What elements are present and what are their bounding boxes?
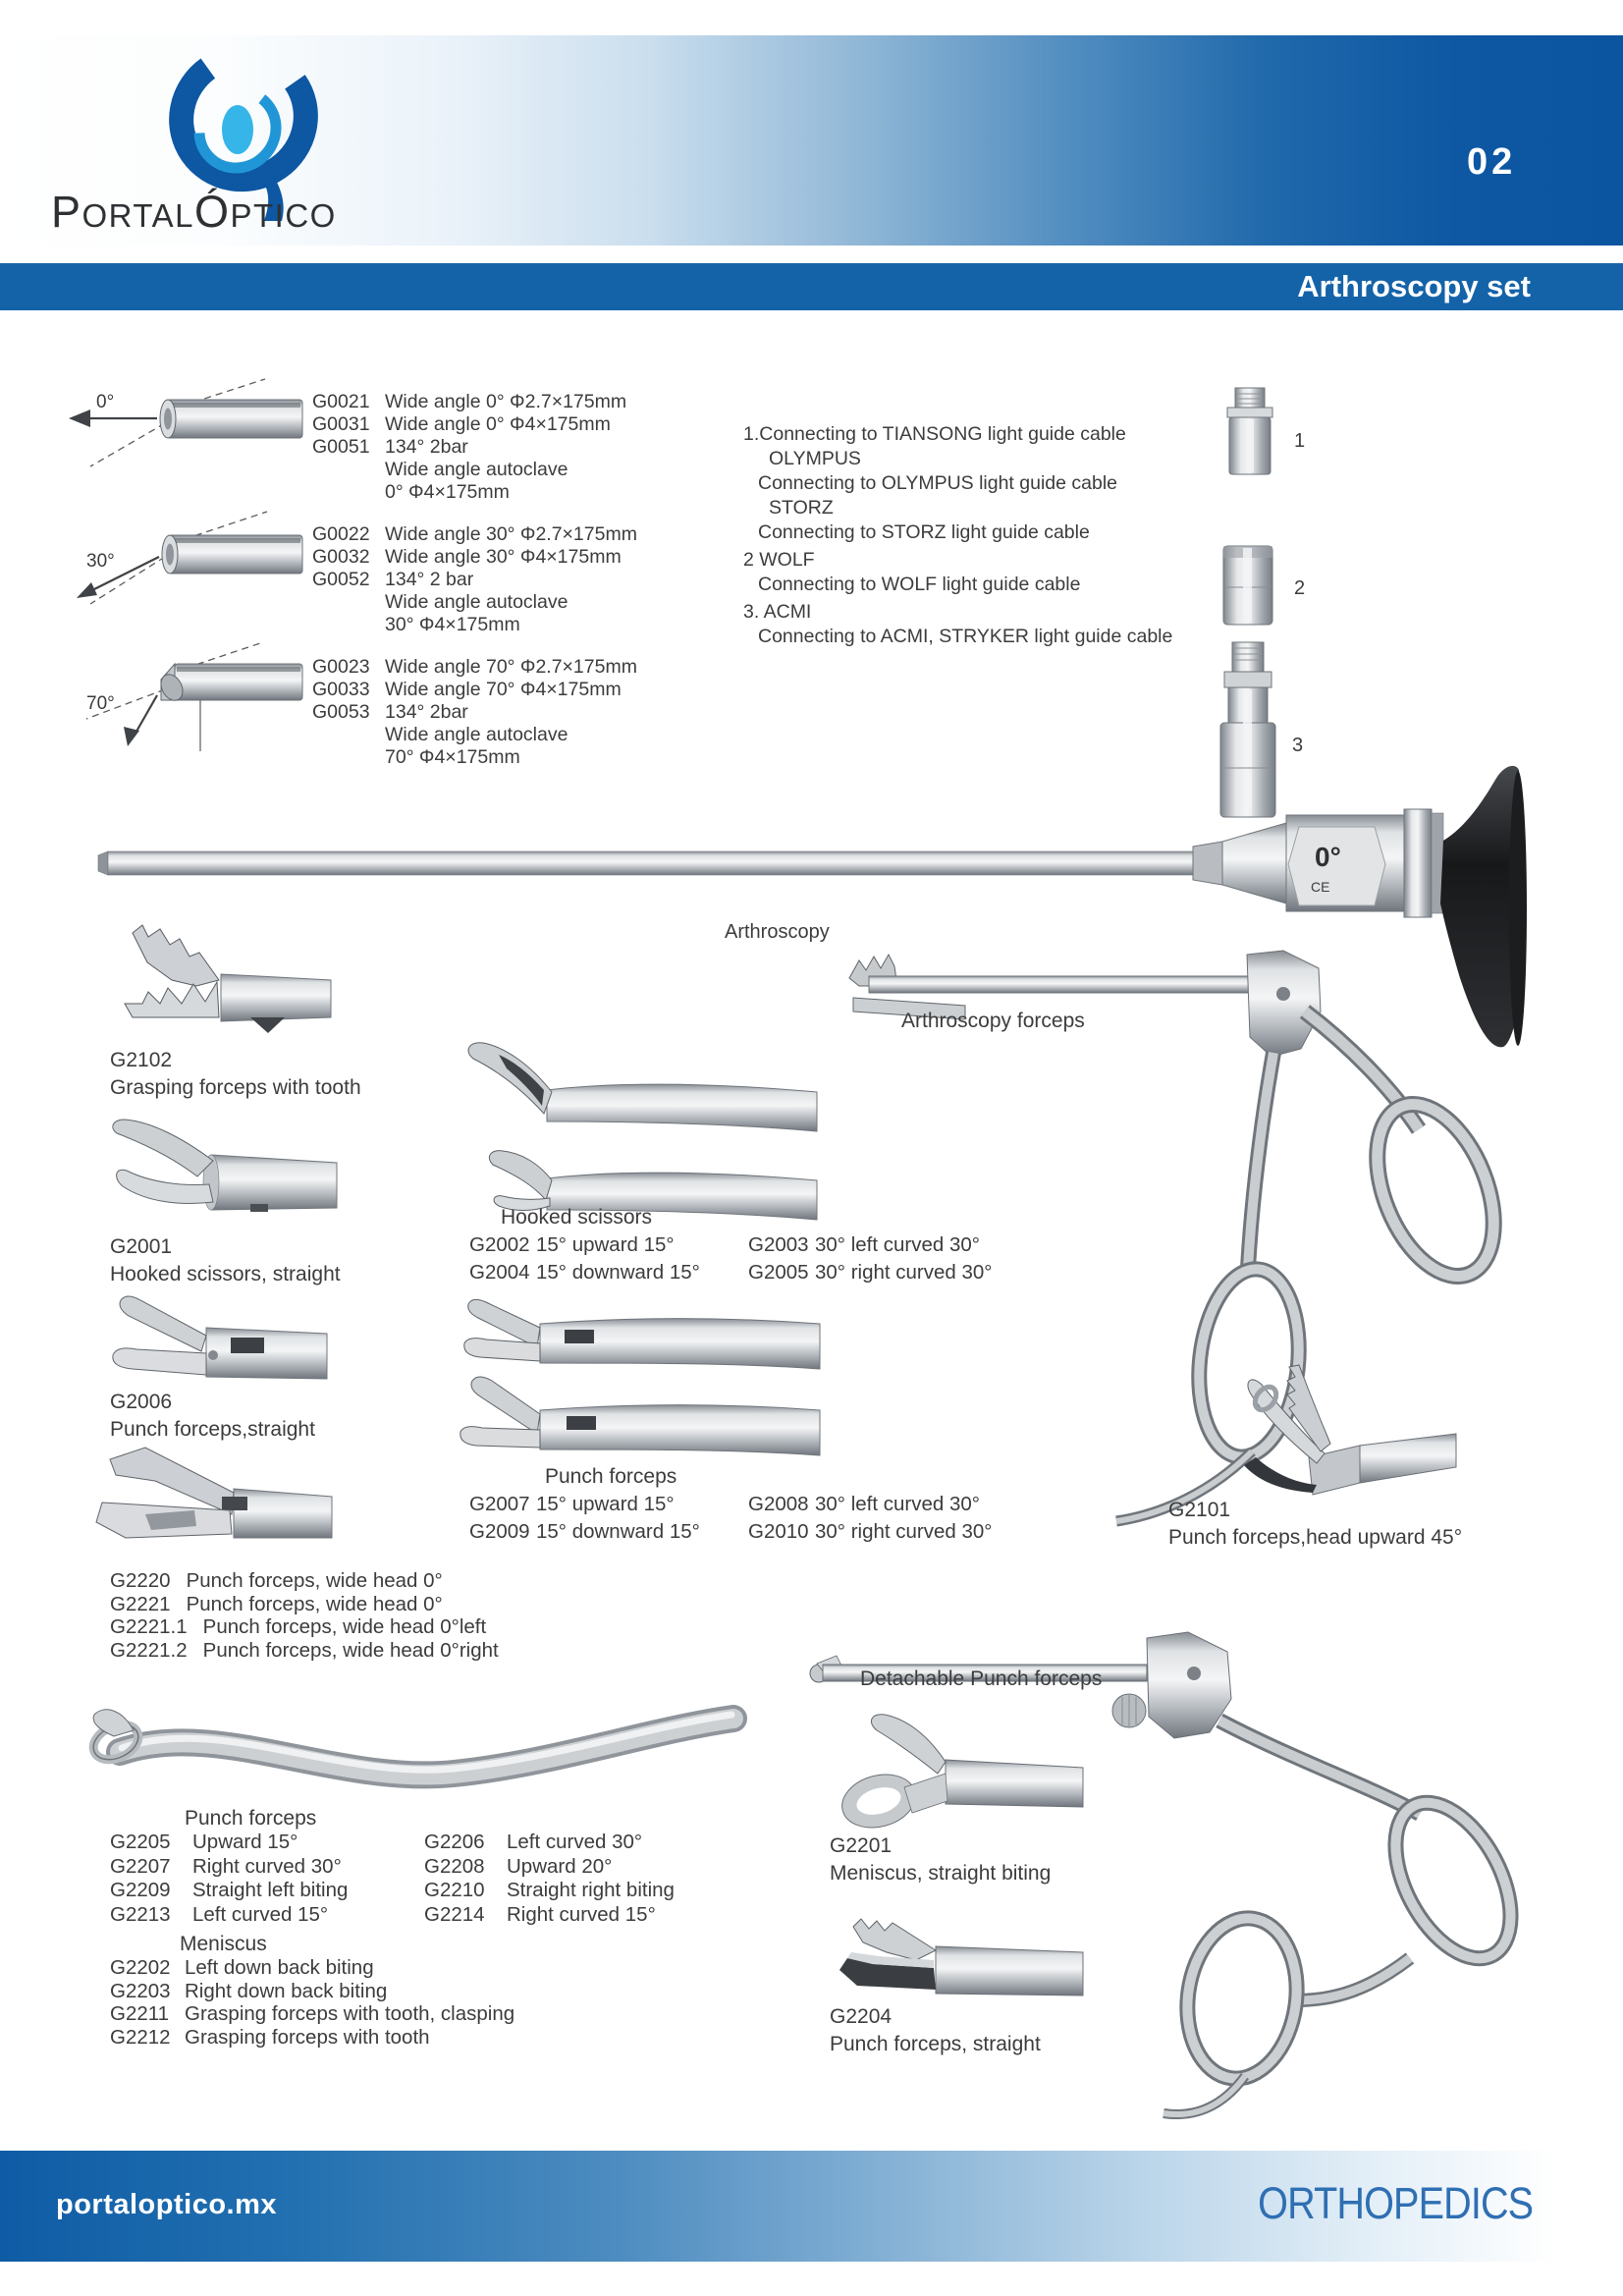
product-line: G2221 Punch forceps, wide head 0° (110, 1592, 443, 1615)
angle-label: 30° (86, 551, 115, 572)
g2006-image (103, 1288, 329, 1387)
product-line: G2213 Left curved 15° (110, 1902, 329, 1926)
g2102-caption (110, 1047, 361, 1102)
punch-tip-up-image (447, 1292, 820, 1371)
light-guide-line: Connecting to WOLF light guide cable (758, 574, 1081, 595)
punch-forceps-low-col1 (110, 1831, 348, 1927)
g2102-code: G2102 (110, 1049, 173, 1071)
g2001-code: G2001 (110, 1235, 173, 1258)
g2101-name: Punch forceps,head upward 45° (1168, 1526, 1463, 1549)
g2001-name: Hooked scissors, straight (110, 1263, 341, 1285)
product-line: G2205 Upward 15° (110, 1831, 298, 1853)
g2006-name: Punch forceps,straight (110, 1418, 315, 1441)
product-line: 0° Φ4×175mm (385, 481, 510, 503)
wide-head-punch-image (86, 1444, 337, 1569)
angle-label: 70° (86, 693, 115, 714)
product-line: G0022 Wide angle 30° Φ2.7×175mm (312, 523, 637, 545)
telescope-0-icon (61, 376, 306, 469)
g2006-caption (110, 1389, 315, 1444)
product-line: G2008 30° left curved 30° (748, 1493, 980, 1515)
punch-forceps-low-col2 (424, 1831, 675, 1927)
g2102-image (103, 925, 334, 1045)
product-line: Wide angle autoclave (385, 724, 568, 745)
g2201-name: Meniscus, straight biting (830, 1862, 1052, 1885)
light-guide-adapter-1 (1216, 385, 1284, 478)
product-line: G2202 Left down back biting (110, 1956, 374, 1979)
g2204-name: Punch forceps, straight (830, 2033, 1041, 2055)
punch-forceps-mid-col1 (469, 1491, 700, 1546)
brand-logo-text (51, 187, 337, 238)
light-guide-line: Connecting to ACMI, STRYKER light guide cable (758, 626, 1173, 647)
product-line: G0033 Wide angle 70° Φ4×175mm (312, 679, 622, 700)
detachable-punch-forceps-image (803, 1622, 1559, 2158)
footer-website: portaloptico.mx (56, 2189, 278, 2220)
product-line: G2004 15° downward 15° (469, 1261, 700, 1284)
product-line: G2209 Straight left biting (110, 1879, 349, 1901)
footer-category: ORTHOPEDICS (1257, 2178, 1533, 2228)
punch-forceps-mid-title: Punch forceps (545, 1465, 677, 1488)
wide-head-list (110, 1569, 499, 1662)
brand-part: ORTAL (81, 197, 194, 234)
light-guide-line: STORZ (769, 497, 834, 519)
light-guide-line: OLYMPUS (769, 448, 861, 469)
g2101-image (1163, 1347, 1458, 1504)
page-number: 02 (1467, 141, 1517, 183)
telescope-70-icon (61, 638, 306, 756)
product-line: G2220 Punch forceps, wide head 0° (110, 1569, 443, 1592)
section-banner-title: Arthroscopy set (1297, 269, 1531, 303)
hooked-scissors-title: Hooked scissors (501, 1206, 653, 1229)
g2201-code: G2201 (830, 1834, 893, 1857)
product-line: G2210 Straight right biting (424, 1879, 675, 1901)
g2204-image (828, 1911, 1085, 2001)
brand-part: P (51, 187, 82, 237)
telescope-30-list (312, 523, 764, 636)
hooked-scissor-tip-up-image (454, 1031, 817, 1144)
light-guide-line: 3. ACMI (743, 601, 812, 623)
brand-part: Ó (194, 187, 231, 237)
section-banner (0, 263, 1623, 310)
telescope-0-list (312, 391, 764, 504)
telescope-70-list (312, 656, 764, 769)
product-line: G2007 15° upward 15° (469, 1493, 675, 1515)
g2001-image (103, 1100, 339, 1233)
product-line: G0023 Wide angle 70° Φ2.7×175mm (312, 656, 637, 678)
g2204-caption (830, 2003, 1041, 2058)
product-line: 70° Φ4×175mm (385, 746, 520, 768)
adapter-number: 1 (1294, 430, 1306, 452)
g2101-code: G2101 (1168, 1499, 1231, 1521)
arthroscope-label: Arthroscopy (725, 921, 830, 943)
product-line: G2005 30° right curved 30° (748, 1261, 993, 1284)
meniscus-title: Meniscus (180, 1933, 267, 1955)
portaloptico-eye-logo-icon (128, 39, 363, 206)
product-line: 30° Φ4×175mm (385, 614, 520, 635)
light-guide-adapter-2 (1214, 540, 1282, 630)
adapter-number: 2 (1294, 577, 1306, 599)
product-line: G2002 15° upward 15° (469, 1233, 675, 1256)
light-guide-line: Connecting to OLYMPUS light guide cable (758, 472, 1118, 494)
product-line: G2211 Grasping forceps with tooth, clasping (110, 2002, 515, 2025)
g2006-code: G2006 (110, 1391, 173, 1413)
product-line: G2214 Right curved 15° (424, 1902, 656, 1926)
punch-tip-open-image (447, 1375, 820, 1459)
g2204-code: G2204 (830, 2005, 893, 2028)
product-line: G2207 Right curved 30° (110, 1854, 342, 1878)
light-guide-line: 1.Connecting to TIANSONG light guide cable (743, 423, 1126, 445)
product-line: G2206 Left curved 30° (424, 1831, 643, 1853)
g2101-caption (1168, 1497, 1462, 1552)
curved-punch-forceps-image (81, 1681, 758, 1824)
product-line: G2010 30° right curved 30° (748, 1520, 993, 1543)
light-guide-line: Connecting to STORZ light guide cable (758, 521, 1090, 543)
light-guide-compatibility-list (743, 422, 1215, 649)
product-line: G2208 Upward 20° (424, 1854, 613, 1878)
product-line: G2003 30° left curved 30° (748, 1233, 980, 1256)
product-line: G2221.2 Punch forceps, wide head 0°right (110, 1638, 499, 1662)
light-guide-line: 2 WOLF (743, 549, 815, 571)
product-line: G0051 134° 2bar (312, 436, 468, 458)
g2102-name: Grasping forceps with tooth (110, 1076, 361, 1099)
punch-forceps-low-title: Punch forceps (185, 1807, 317, 1830)
product-line: G0021 Wide angle 0° Φ2.7×175mm (312, 391, 627, 412)
product-line: G2009 15° downward 15° (469, 1520, 700, 1543)
product-line: G0031 Wide angle 0° Φ4×175mm (312, 413, 611, 435)
product-line: G0052 134° 2 bar (312, 569, 474, 590)
angle-label: 0° (96, 392, 115, 412)
scope-ce-marking: CE (1311, 879, 1330, 895)
arthroscopy-forceps-label: Arthroscopy forceps (901, 1010, 1085, 1032)
product-line: G2212 Grasping forceps with tooth (110, 2025, 430, 2049)
product-line: Wide angle autoclave (385, 591, 568, 613)
g2201-image (828, 1711, 1085, 1829)
product-line: G2221.1 Punch forceps, wide head 0°left (110, 1615, 487, 1638)
product-line: G0053 134° 2bar (312, 701, 468, 723)
brand-part: PTICO (230, 197, 337, 234)
hooked-scissors-col1 (469, 1231, 700, 1286)
scope-angle-marking: 0° (1315, 842, 1341, 872)
g2001-caption (110, 1233, 341, 1288)
detachable-punch-forceps-label: Detachable Punch forceps (860, 1667, 1103, 1690)
product-line: G0032 Wide angle 30° Φ4×175mm (312, 546, 622, 568)
adapter-number: 3 (1292, 735, 1304, 756)
meniscus-list (110, 1956, 514, 2049)
g2201-caption (830, 1832, 1051, 1887)
product-line: G2203 Right down back biting (110, 1979, 388, 2002)
telescope-30-icon (61, 506, 306, 614)
product-line: Wide angle autoclave (385, 459, 568, 480)
